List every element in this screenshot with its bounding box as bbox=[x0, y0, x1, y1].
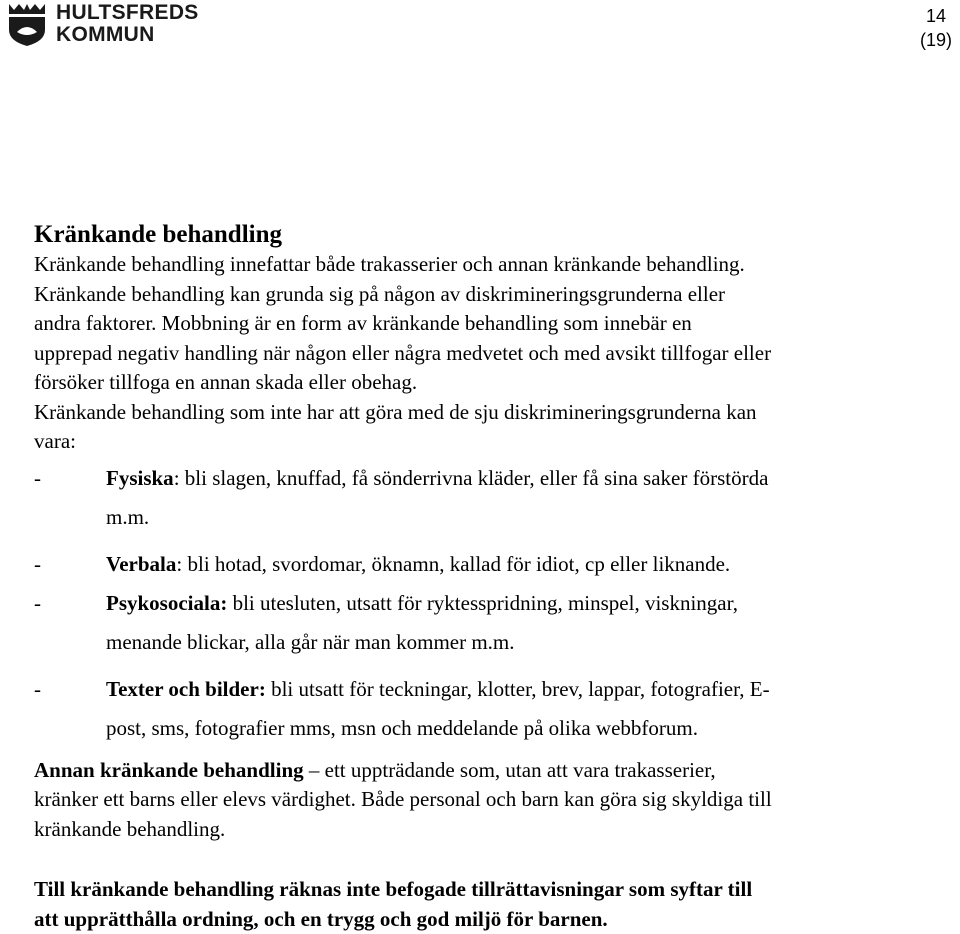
intro-line: Kränkande behandling innefattar både trakasserier och annan kränkande behandling. bbox=[34, 250, 914, 280]
list-item-text: bli utsatt för teckningar, klotter, brev, lappar, fotografier, E- bbox=[266, 677, 770, 701]
list-item-text: : bli slagen, knuffad, få sönderrivna kläder, eller få sina saker förstörda bbox=[174, 466, 769, 490]
section-heading: Kränkande behandling bbox=[34, 220, 914, 250]
page-total: (19) bbox=[920, 28, 952, 52]
list-item-physical bbox=[34, 459, 914, 537]
document-body bbox=[34, 220, 914, 934]
other-text: – ett uppträdande som, utan att vara trakasserier, bbox=[304, 758, 716, 782]
list-item-psychosocial bbox=[34, 584, 914, 662]
list-item-line bbox=[106, 552, 730, 576]
list-item-term: Fysiska bbox=[106, 466, 174, 490]
list-item-line bbox=[106, 677, 770, 701]
intro-line: Kränkande behandling som inte har att göra med de sju diskrimineringsgrunderna kan bbox=[34, 398, 914, 428]
logo-line-2: KOMMUN bbox=[56, 24, 199, 46]
list-item-line bbox=[106, 591, 738, 615]
list-dash: - bbox=[34, 670, 41, 709]
list-item-text: bli utesluten, utsatt för ryktesspridning, minspel, viskningar, bbox=[227, 591, 738, 615]
closing-line: Till kränkande behandling räknas inte befogade tillrättavisningar som syftar till bbox=[34, 875, 914, 905]
page-current: 14 bbox=[920, 4, 952, 28]
harassment-types-list bbox=[34, 459, 914, 748]
list-dash: - bbox=[34, 459, 41, 498]
intro-line: upprepad negativ handling när någon eller några medvetet och med avsikt tillfogar eller bbox=[34, 339, 914, 369]
closing-paragraph bbox=[34, 875, 914, 934]
other-line: kränkande behandling. bbox=[34, 815, 914, 845]
intro-line: Kränkande behandling kan grunda sig på någon av diskrimineringsgrunderna eller bbox=[34, 280, 914, 310]
list-item-term: Verbala bbox=[106, 552, 176, 576]
list-item-continuation: post, sms, fotografier mms, msn och meddelande på olika webbforum. bbox=[106, 709, 914, 748]
intro-line: andra faktorer. Mobbning är en form av kränkande behandling som innebär en bbox=[34, 309, 914, 339]
municipality-logo bbox=[6, 2, 199, 46]
other-term: Annan kränkande behandling bbox=[34, 758, 304, 782]
list-item-term: Psykosociala: bbox=[106, 591, 227, 615]
list-dash: - bbox=[34, 545, 41, 584]
other-line: kränker ett barns eller elevs värdighet. Både personal och barn kan göra sig skyldiga till bbox=[34, 785, 914, 815]
list-item-term: Texter och bilder: bbox=[106, 677, 266, 701]
list-item-text: : bli hotad, svordomar, öknamn, kallad för idiot, cp eller liknande. bbox=[176, 552, 730, 576]
list-item-continuation: menande blickar, alla går när man kommer m.m. bbox=[106, 623, 914, 662]
intro-line: försöker tillfoga en annan skada eller obehag. bbox=[34, 368, 914, 398]
list-item-texts-images bbox=[34, 670, 914, 748]
logo-wordmark bbox=[56, 2, 199, 46]
list-item-line bbox=[106, 466, 768, 490]
logo-line-1: HULTSFREDS bbox=[56, 2, 199, 24]
closing-line: att upprätthålla ordning, och en trygg och god miljö för barnen. bbox=[34, 905, 914, 934]
other-line bbox=[34, 756, 914, 786]
crown-shield-icon bbox=[6, 2, 48, 46]
intro-line: vara: bbox=[34, 427, 914, 457]
other-harassment-paragraph bbox=[34, 756, 914, 845]
intro-paragraph bbox=[34, 250, 914, 457]
list-item-continuation: m.m. bbox=[106, 498, 914, 537]
list-item-verbal bbox=[34, 545, 914, 584]
page-number bbox=[920, 4, 952, 52]
list-dash: - bbox=[34, 584, 41, 623]
